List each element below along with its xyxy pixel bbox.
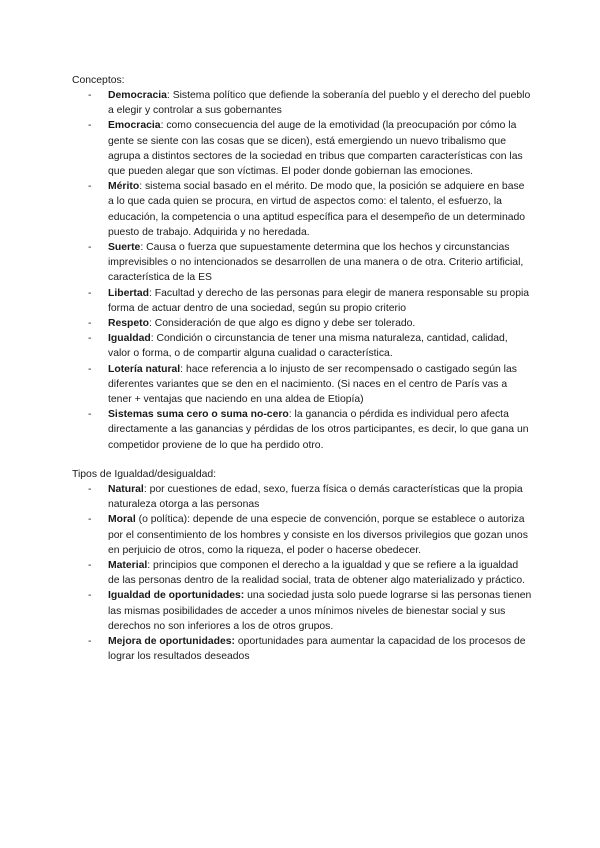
- definition: una sociedad justa solo puede lograrse si las personas tienen las mismas posibilidades de acceder a unos mínimos niveles de bienestar social y sus derechos no son inferiores a los de otros grupos.: [108, 590, 532, 632]
- list-item-moral: [72, 512, 532, 558]
- list-item-material: [72, 558, 532, 588]
- list-item-igualdad: [72, 331, 532, 361]
- term: Material: [108, 560, 148, 572]
- term: Respeto: [108, 318, 149, 330]
- definition: : hace referencia a lo injusto de ser recompensado o castigado según las diferentes variantes que se den en el nacimiento. (Si naces en el centro de París vas a tener + ventajas que naciendo en una aldea de Etiopía): [108, 363, 517, 406]
- term: Mérito: [108, 181, 140, 193]
- term: Lotería natural: [108, 363, 181, 375]
- definition: : principios que componen el derecho a la igualdad y que se refiere a la igualdad de las personas dentro de la realidad social, trata de obtener algo materializado y práctico.: [108, 560, 526, 587]
- list-item-libertad: [72, 286, 532, 316]
- dash-bullet: -: [88, 120, 92, 132]
- list-item-respeto: [72, 316, 532, 331]
- dash-bullet: -: [88, 287, 92, 299]
- definition: : Facultad y derecho de las personas para elegir de manera responsable su propia forma de actuar dentro de una sociedad, según su propio criterio: [108, 287, 530, 314]
- dash-bullet: -: [88, 560, 92, 572]
- concepts-list: [72, 88, 532, 453]
- definition: : Condición o circunstancia de tener una misma naturaleza, cantidad, calidad, valor o forma, o de compartir alguna cualidad o característica.: [108, 333, 508, 360]
- term: Suerte: [108, 242, 141, 254]
- term: Natural: [108, 484, 144, 495]
- section-heading-tipos-igualdad: Tipos de Igualdad/desigualdad:: [72, 469, 217, 480]
- dash-bullet: -: [88, 90, 92, 101]
- term: Emocracia: [108, 120, 161, 132]
- definition: : Consideración de que algo es digno y debe ser tolerado.: [149, 318, 416, 330]
- definition: : Sistema político que defiende la soberanía del pueblo y el derecho del pueblo a elegir y controlar a sus gobernantes: [108, 90, 531, 117]
- dash-bullet: -: [88, 363, 92, 375]
- dash-bullet: -: [88, 590, 92, 602]
- list-item-merito: [72, 179, 532, 240]
- definition: : Causa o fuerza que supuestamente determina que los hechos y circunstancias imprevisibles o no intencionados se desarrollen de una manera o de otra. Criterio artificial, característica de la ES: [108, 242, 524, 284]
- term: Igualdad: [108, 333, 151, 345]
- definition: : como consecuencia del auge de la emotividad (la preocupación por cómo la gente se siente con las cosas que se dicen), está emergiendo un nuevo tribalismo que agrupa a distintos sectores de la sociedad en tribus que comparten características con las que pueden alegar que son víctimas. El poder donde gobiernan las emociones.: [108, 120, 523, 178]
- equality-types-list: [72, 482, 532, 664]
- section-heading-conceptos: Conceptos:: [72, 75, 125, 86]
- list-item-suerte: [72, 240, 532, 286]
- dash-bullet: -: [88, 636, 92, 648]
- dash-bullet: -: [88, 181, 92, 193]
- dash-bullet: -: [88, 333, 92, 345]
- list-item-loteria-natural: [72, 362, 532, 408]
- list-item-igualdad-oportunidades: [72, 588, 532, 634]
- dash-bullet: -: [88, 242, 92, 254]
- list-item-sistemas-suma-cero: [72, 407, 532, 453]
- list-item-democracia: [72, 88, 532, 118]
- list-item-emocracia: [72, 118, 532, 179]
- dash-bullet: -: [88, 318, 92, 330]
- list-item-natural: [72, 482, 532, 512]
- term: Moral: [108, 514, 136, 526]
- dash-bullet: -: [88, 409, 92, 421]
- definition: : la ganancia o pérdida es individual pero afecta directamente a las ganancias y pérdidas de los otros participantes, es decir, lo que gana un competidor proviene de lo que ha perdido otro.: [108, 409, 529, 451]
- list-item-mejora-oportunidades: [72, 634, 532, 664]
- term: Igualdad de oportunidades:: [108, 590, 245, 602]
- definition: : sistema social basado en el mérito. De modo que, la posición se adquiere en base a lo que cada quien se procura, en virtud de aspectos como: el talento, el esfuerzo, la educación, la competencia o una aptitud específica para el desempeño de un determinado puesto de trabajo. Adquirida y no heredada.: [108, 181, 526, 238]
- definition: (o política): depende de una especie de convención, porque se establece o autoriza por el consentimiento de los hombres y consiste en los diversos privilegios que gozan unos en perjuicio de otros, como la riqueza, el poder o hacerse obedecer.: [108, 514, 528, 556]
- term: Sistemas suma cero o suma no-cero: [108, 409, 289, 421]
- definition: : por cuestiones de edad, sexo, fuerza física o demás características que la propia naturaleza otorga a las personas: [108, 484, 523, 511]
- dash-bullet: -: [88, 484, 92, 495]
- definition: oportunidades para aumentar la capacidad de los procesos de lograr los resultados deseados: [108, 636, 526, 663]
- term: Mejora de oportunidades:: [108, 636, 236, 648]
- term: Libertad: [108, 287, 149, 299]
- term: Democracia: [108, 90, 167, 101]
- dash-bullet: -: [88, 514, 92, 526]
